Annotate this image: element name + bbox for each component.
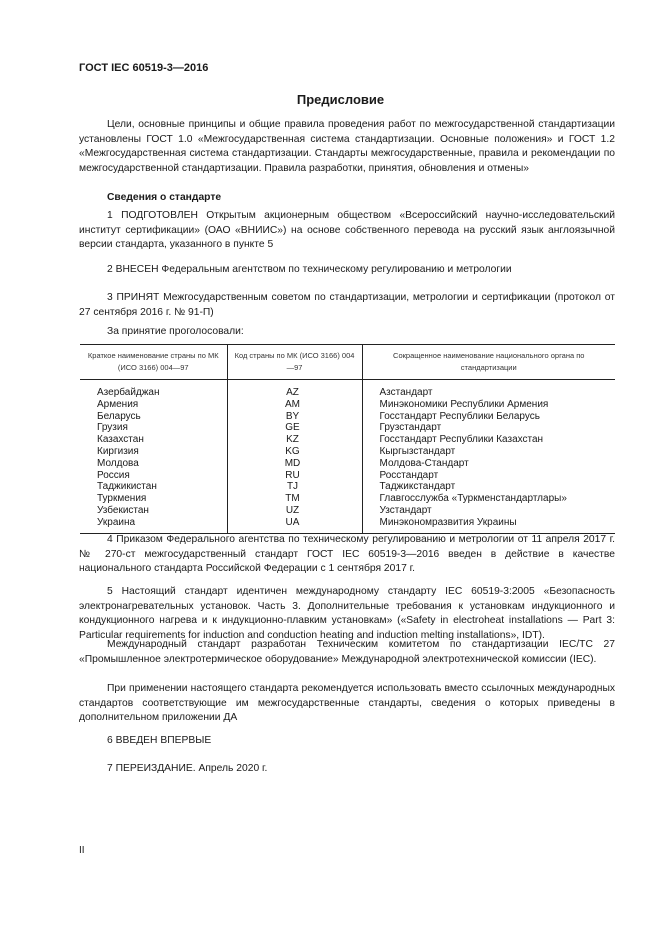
country-code: KG [227,446,362,458]
country-code: TJ [227,481,362,493]
item-3-paragraph: 3 ПРИНЯТ Межгосударственным советом по стандартизации, метрологии и сертификации (протокол от 27 сентября 2016 г. № 91-П) [79,292,615,318]
item-1-paragraph: 1 ПОДГОТОВЛЕН Открытым акционерным обществом «Всероссийский научно-исследовательский институт сертификации» (ОАО «ВНИИС») на основе собственного перевода на русский язык англоязычной версии стандарта, указанного в пункте 5 [79,210,615,251]
country-code: BY [227,411,362,423]
table-row [80,434,615,446]
country-code: AZ [227,380,362,399]
standards-body: Молдова-Стандарт [362,458,615,470]
voting-table [80,344,615,534]
table-row [80,446,615,458]
country-code: UZ [227,505,362,517]
page-number: II [79,845,85,856]
table-row [80,411,615,423]
country-name: Молдова [97,457,139,469]
document-code: ГОСТ IEC 60519-3—2016 [79,62,209,74]
table-row [80,422,615,434]
item-5-paragraph: 5 Настоящий стандарт идентичен международному стандарту IEC 60519-3:2005 «Безопасность электронагревательных установок. Часть 3. Дополнительные требования к установкам индукционного и кондукционного нагрева и к индукционно-плавким установкам» («Safety in electroheat installations — Part 3: Particular requirements for induction and conduction heating and induction melting installations», IDT). [79,586,615,641]
country-name: Украина [80,517,227,533]
table-row [80,380,615,399]
item-7-paragraph: 7 ПЕРЕИЗДАНИЕ. Апрель 2020 г. [107,763,268,774]
intro-paragraph: Цели, основные принципы и общие правила проведения работ по межгосударственной стандартизации установлены ГОСТ 1.0 «Межгосударственная система стандартизации. Основные положения» и ГОСТ 1.2 «Межгосударственная система стандартизации. Стандарты межгосударственные, правила и рекомендации по межгосударственной стандартизации. Правила разработки, принятия, обновления и отмены» [79,119,615,174]
item-2-paragraph: 2 ВНЕСЕН Федеральным агентством по техническому регулированию и метрологии [107,264,512,275]
item-5-usage-paragraph: При применении настоящего стандарта рекомендуется использовать вместо ссылочных международных стандартов соответствующие им межгосударственные стандарты, сведения о которых приведены в дополнительном приложении ДА [79,683,615,724]
table-row [80,458,615,470]
country-name: Азербайджан [97,387,160,398]
table-row [80,399,615,411]
header-standards-body: Сокращенное наименование национального органа по стандартизации [362,345,615,380]
standards-body: Росстандарт [362,470,615,482]
table-row [80,493,615,505]
voted-label: За принятие проголосовали: [107,326,244,337]
country-code: RU [227,470,362,482]
country-code: GE [227,422,362,434]
header-country-code: Код страны по МК (ИСО 3166) 004—97 [227,345,362,380]
standards-body: Минэкономики Республики Армения [362,399,615,411]
country-code: UA [227,517,362,533]
country-name: Грузия [97,422,128,434]
country-name: Таджикистан [97,481,157,493]
country-code: AM [227,399,362,411]
standards-body: Минэкономразвития Украины [362,517,615,533]
country-name: Казахстан [97,434,144,446]
standards-body: Грузстандарт [362,422,615,434]
standards-body: Узстандарт [362,505,615,517]
section-heading: Сведения о стандарте [107,192,222,203]
country-name: Россия [97,469,130,481]
item-5-tc-paragraph: Международный стандарт разработан Техническим комитетом по стандартизации IEC/TC 27 «Промышленное электротермическое оборудование» Международной электротехнической комиссии (IEC). [79,639,615,665]
standards-body: Госстандарт Республики Беларусь [362,411,615,423]
country-name: Туркмения [97,493,147,505]
standards-body: Азстандарт [362,380,615,399]
standards-body: Госстандарт Республики Казахстан [362,434,615,446]
country-name: Беларусь [97,410,141,422]
table-body [80,380,615,534]
item-4-paragraph: 4 Приказом Федерального агентства по техническому регулированию и метрологии от 11 апреля 2017 г. № 270-ст межгосударственный стандарт ГОСТ IEC 60519-3—2016 введен в действие в качестве национального стандарта Российской Федерации с 1 сентября 2017 г. [79,534,615,575]
country-code: TM [227,493,362,505]
table-row [80,517,615,533]
page-title: Предисловие [296,92,385,107]
table-row [80,505,615,517]
standards-body: Главгосслужба «Туркменстандартлары» [362,493,615,505]
table-row [80,470,615,482]
standards-body: Таджикстандарт [362,481,615,493]
country-name: Киргизия [97,445,139,457]
item-6-paragraph: 6 ВВЕДЕН ВПЕРВЫЕ [107,735,212,746]
table-row [80,481,615,493]
country-code: MD [227,458,362,470]
standards-body: Кыргызстандарт [362,446,615,458]
table-header-row [80,345,615,380]
country-code: KZ [227,434,362,446]
country-name: Узбекистан [97,504,149,516]
header-country-name: Краткое наименование страны по МК (ИСО 3166) 004—97 [80,345,227,380]
country-name: Армения [97,398,139,410]
